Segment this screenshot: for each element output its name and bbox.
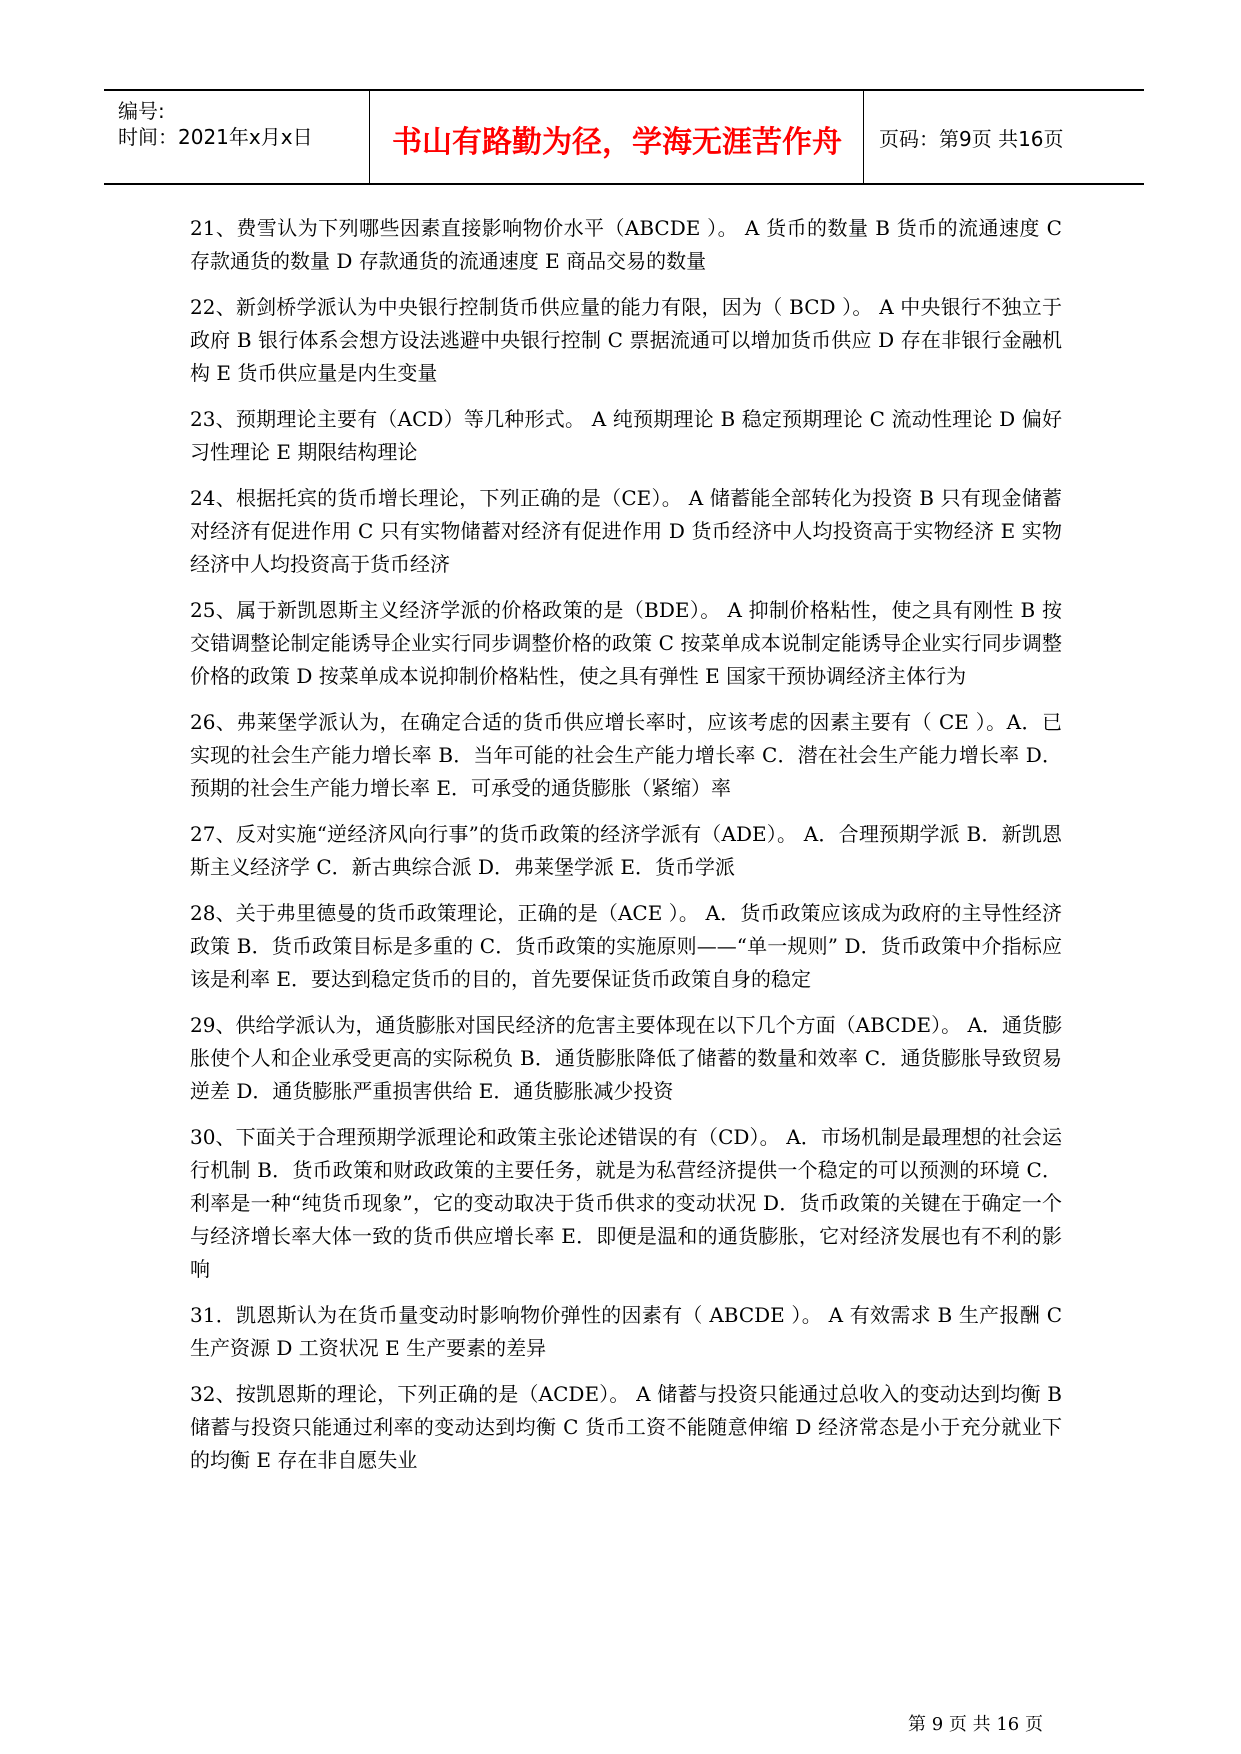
- serial-label: 编号:: [118, 99, 165, 123]
- question-22: 22、新剑桥学派认为中央银行控制货币供应量的能力有限，因为（ BCD ）。 A 中央银行不独立于政府 B 银行体系会想方设法逃避中央银行控制 C 票据流通可以增加货币供应 D 存在非银行金融机构 E 货币供应量是内生变量: [190, 295, 1062, 385]
- question-31: 31．凯恩斯认为在货币量变动时影响物价弹性的因素有（ ABCDE ）。 A 有效需求 B 生产报酬 C 生产资源 D 工资状况 E 生产要素的差异: [190, 1303, 1062, 1360]
- question-32: 32、按凯恩斯的理论，下列正确的是（ACDE）。 A 储蓄与投资只能通过总收入的变动达到均衡 B 储蓄与投资只能通过利率的变动达到均衡 C 货币工资不能随意伸缩 D 经济常态是小于充分就业下的均衡 E 存在非自愿失业: [190, 1382, 1062, 1472]
- header-page-cell: [865, 91, 1144, 183]
- page-info: 页码：第9页 共16页: [879, 127, 1064, 151]
- question-30: 30、下面关于合理预期学派理论和政策主张论述错误的有（CD）。 A．市场机制是最理想的社会运行机制 B．货币政策和财政政策的主要任务，就是为私营经济提供一个稳定的可以预测的环境 C．利率是一种“纯货币现象”，它的变动取决于货币供求的变动状况 D．货币政策的关键在于确定一个与经济增长率大体一致的货币供应增长率 E．即便是温和的通货膨胀，它对经济发展也有不利的影响: [190, 1125, 1062, 1281]
- page-footer: 第 9 页 共 16 页: [908, 1714, 1043, 1735]
- header-meta-cell: [104, 91, 370, 183]
- question-26: 26、弗莱堡学派认为，在确定合适的货币供应增长率时，应该考虑的因素主要有（ CE ）。A．已实现的社会生产能力增长率 B．当年可能的社会生产能力增长率 C．潜在社会生产能力增长率 D．预期的社会生产能力增长率 E．可承受的通货膨胀（紧缩）率: [190, 710, 1062, 800]
- question-27: 27、反对实施“逆经济风向行事”的货币政策的经济学派有（ADE）。 A．合理预期学派 B．新凯恩斯主义经济学 C．新古典综合派 D．弗莱堡学派 E．货币学派: [190, 822, 1062, 879]
- question-21: 21、费雪认为下列哪些因素直接影响物价水平（ABCDE ）。 A 货币的数量 B 货币的流通速度 C 存款通货的数量 D 存款通货的流通速度 E 商品交易的数量: [190, 216, 1062, 273]
- question-24: 24、根据托宾的货币增长理论，下列正确的是（CE）。 A 储蓄能全部转化为投资 B 只有现金储蓄对经济有促进作用 C 只有实物储蓄对经济有促进作用 D 货币经济中人均投资高于实物经济 E 实物经济中人均投资高于货币经济: [190, 486, 1062, 576]
- question-list: [190, 212, 1062, 1490]
- document-header: [104, 89, 1144, 185]
- motto-text: 书山有路勤为径，学海无涯苦作舟: [392, 125, 842, 160]
- question-25: 25、属于新凯恩斯主义经济学派的价格政策的是（BDE）。 A 抑制价格粘性，使之具有刚性 B 按交错调整论制定能诱导企业实行同步调整价格的政策 C 按菜单成本说制定能诱导企业实行同步调整价格的政策 D 按菜单成本说抑制价格粘性，使之具有弹性 E 国家干预协调经济主体行为: [190, 598, 1062, 688]
- header-motto-cell: [371, 91, 864, 183]
- question-28: 28、关于弗里德曼的货币政策理论，正确的是（ACE ）。 A．货币政策应该成为政府的主导性经济政策 B．货币政策目标是多重的 C．货币政策的实施原则——“单一规则” D．货币政策中介指标应该是利率 E．要达到稳定货币的目的，首先要保证货币政策自身的稳定: [190, 901, 1062, 991]
- time-label: 时间：2021年x月x日: [118, 125, 313, 149]
- question-23: 23、预期理论主要有（ACD）等几种形式。 A 纯预期理论 B 稳定预期理论 C 流动性理论 D 偏好习性理论 E 期限结构理论: [190, 407, 1062, 464]
- question-29: 29、供给学派认为，通货膨胀对国民经济的危害主要体现在以下几个方面（ABCDE）。 A．通货膨胀使个人和企业承受更高的实际税负 B．通货膨胀降低了储蓄的数量和效率 C．通货膨胀导致贸易逆差 D．通货膨胀严重损害供给 E．通货膨胀减少投资: [190, 1013, 1062, 1103]
